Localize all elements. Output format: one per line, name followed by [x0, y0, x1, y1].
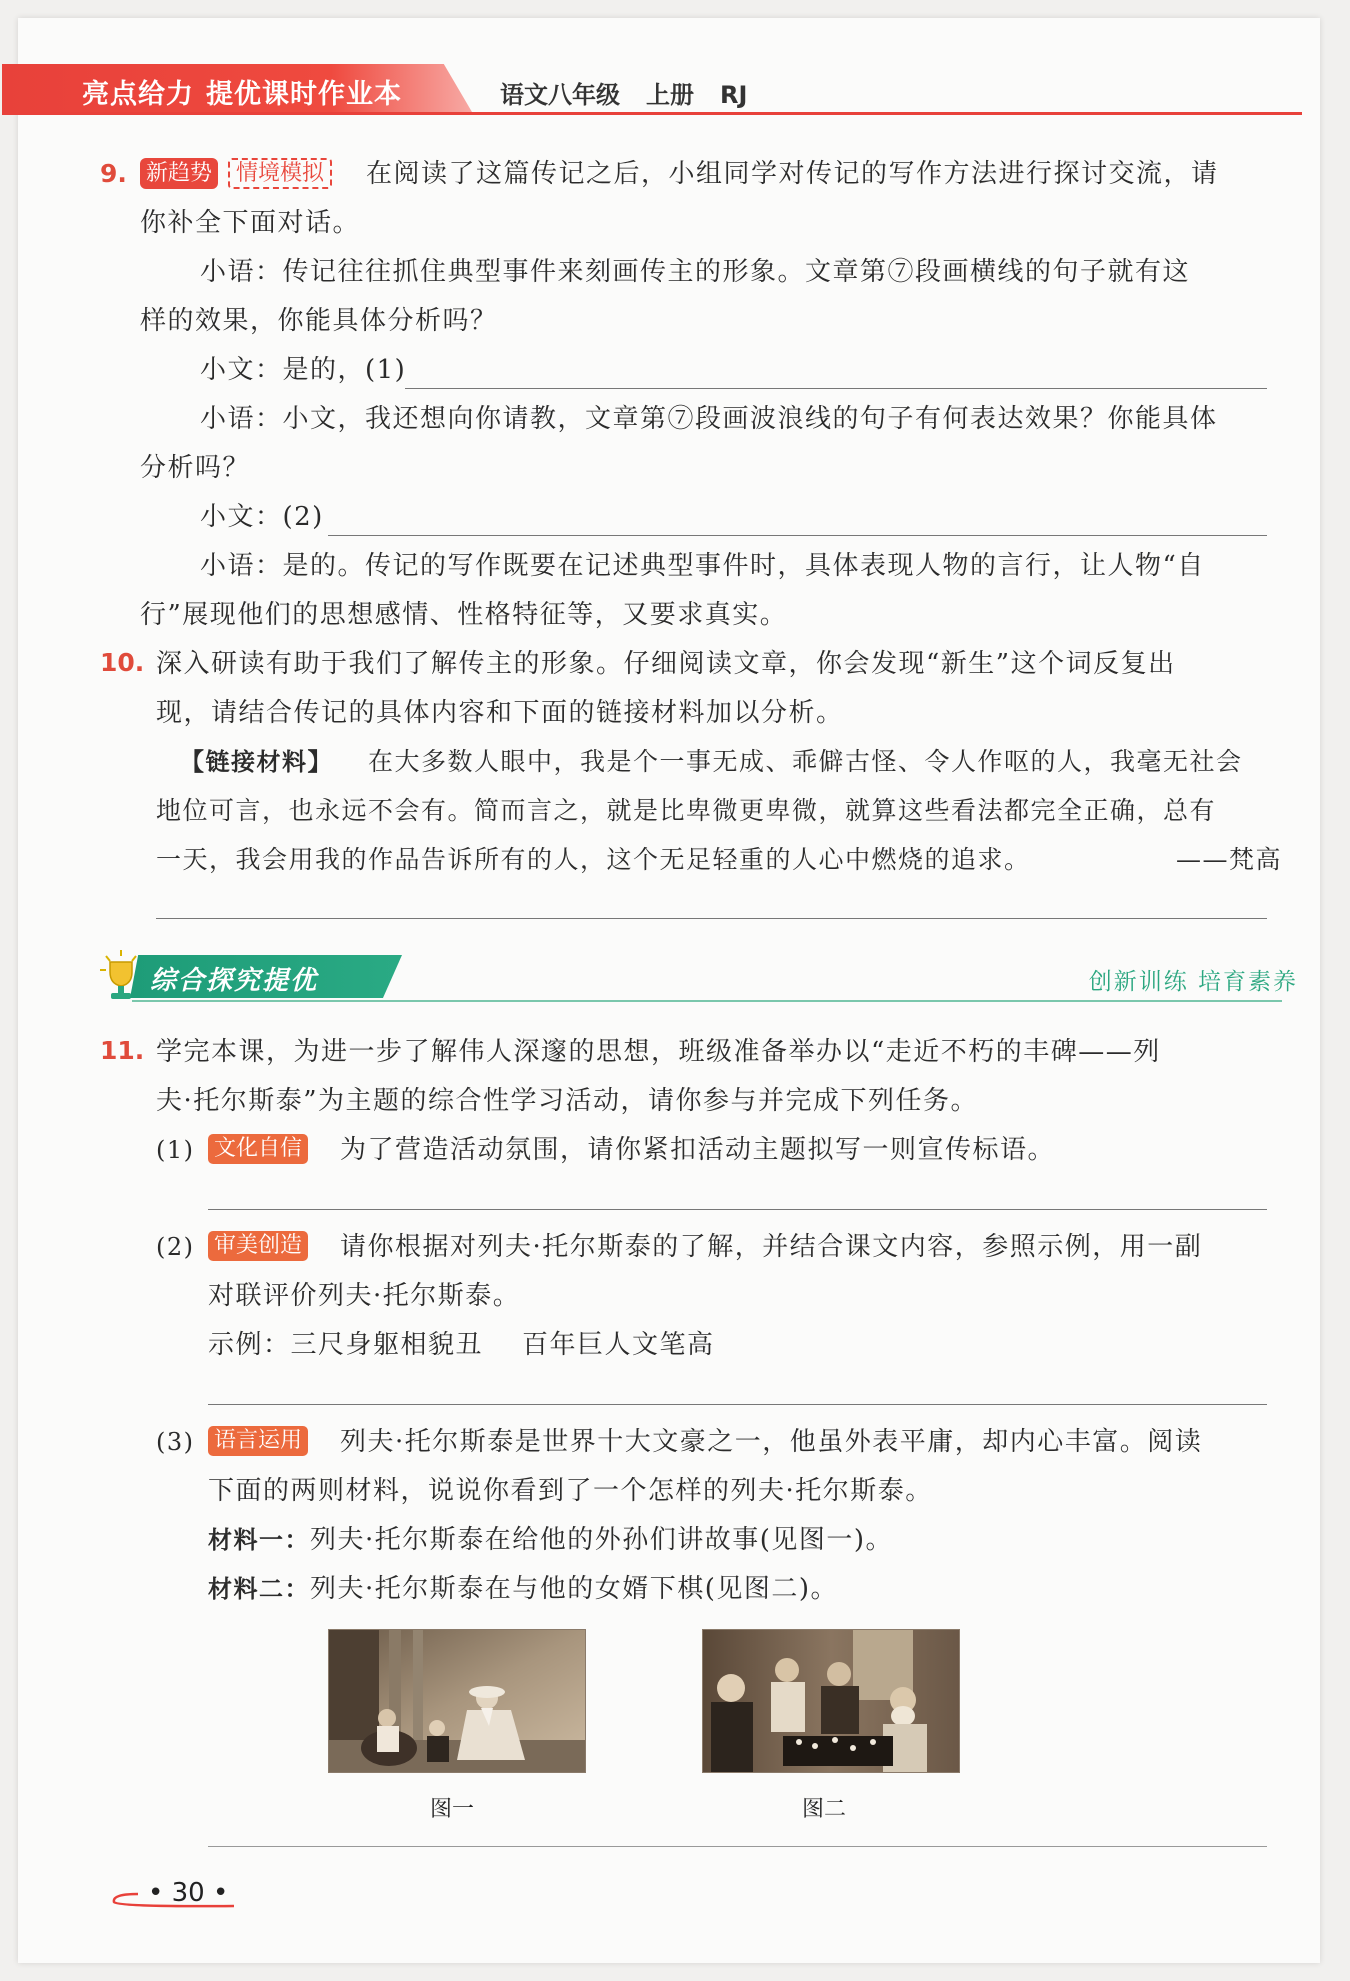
- header-rule: [2, 112, 1302, 115]
- q9-line-7: 分析吗？: [140, 453, 251, 483]
- q9-line-5: 小文：是的，(1): [200, 355, 407, 385]
- answer-line-1[interactable]: [405, 388, 1267, 389]
- photo-tolstoy-chess: [702, 1629, 960, 1773]
- q9-line-10: 行”展现他们的思想感情、性格特征等，又要求真实。: [140, 600, 788, 630]
- couplet-example: 示例：三尺身躯相貌丑 百年巨人文笔高: [208, 1330, 715, 1360]
- tag-cultural-confidence: 文化自信: [208, 1134, 308, 1164]
- page-number: • 30 •: [148, 1878, 229, 1908]
- part-2-text: 请你根据对列夫·托尔斯泰的了解，并结合课文内容，参照示例，用一副: [340, 1232, 1203, 1262]
- material-2-text: 列夫·托尔斯泰在与他的女婿下棋(见图二)。: [310, 1574, 839, 1604]
- question-9-number: 9.: [100, 159, 127, 188]
- section-slogan: 创新训练 培育素养: [1088, 969, 1298, 995]
- photo-1-caption: 图一: [430, 1797, 475, 1822]
- q9-line-9: 小语：是的。传记的写作既要在记述典型事件时，具体表现人物的言行，让人物“自: [200, 551, 1205, 581]
- answer-line-2[interactable]: [328, 535, 1267, 536]
- photo-2-caption: 图二: [802, 1797, 847, 1822]
- q9-line-2: 你补全下面对话。: [140, 208, 361, 238]
- section-title: 综合探究提优: [150, 966, 319, 996]
- question-11-number: 11.: [100, 1036, 145, 1065]
- q10-line-3: 在大多数人眼中，我是个一事无成、乖僻古怪、令人作呕的人，我毫无社会: [368, 747, 1243, 776]
- q10-line-2: 现，请结合传记的具体内容和下面的链接材料加以分析。: [156, 698, 844, 728]
- q9-line-4: 样的效果，你能具体分析吗？: [140, 306, 498, 336]
- section-rule: [132, 1000, 1282, 1002]
- material-2: [208, 1572, 838, 1606]
- material-2-label: 材料二：: [208, 1575, 310, 1603]
- link-material-label: 【链接材料】: [180, 748, 333, 776]
- q10-line-1: 深入研读有助于我们了解传主的形象。仔细阅读文章，你会发现“新生”这个词反复出: [156, 649, 1176, 679]
- footer-rule: [208, 1846, 1267, 1847]
- q10-line-4: 地位可言，也永远不会有。简而言之，就是比卑微更卑微，就算这些看法都完全正确，总有: [156, 796, 1217, 825]
- header-subject: 语文八年级 上册 RJ: [500, 81, 748, 109]
- q9-line-8: 小文：(2): [200, 502, 324, 532]
- tag-aesthetic-creation: 审美创造: [208, 1231, 308, 1261]
- tag-scenario: 情境模拟: [228, 158, 332, 189]
- answer-line-3[interactable]: [156, 918, 1267, 919]
- q10-line-5: 一天，我会用我的作品告诉所有的人，这个无足轻重的人心中燃烧的追求。: [156, 845, 1031, 874]
- q9-line-1: 在阅读了这篇传记之后，小组同学对传记的写作方法进行探讨交流，请: [366, 159, 1219, 189]
- q9-line-3: 小语：传记往往抓住典型事件来刻画传主的形象。文章第⑦段画横线的句子就有这: [200, 257, 1191, 287]
- question-10-number: 10.: [100, 648, 145, 677]
- tag-language-use: 语言运用: [208, 1426, 308, 1456]
- part-3-number: (3): [156, 1428, 195, 1456]
- material-1-label: 材料一：: [208, 1526, 310, 1554]
- part-1-text: 为了营造活动氛围，请你紧扣活动主题拟写一则宣传标语。: [340, 1135, 1056, 1165]
- part-1-number: (1): [156, 1136, 195, 1164]
- q11-line-2: 夫·托尔斯泰”为主题的综合性学习活动，请你参与并完成下列任务。: [156, 1086, 979, 1116]
- material-1: [208, 1523, 893, 1557]
- part-3-text: 列夫·托尔斯泰是世界十大文豪之一，他虽外表平庸，却内心丰富。阅读: [340, 1427, 1203, 1457]
- part-3-line-2: 下面的两则材料，说说你看到了一个怎样的列夫·托尔斯泰。: [208, 1476, 933, 1506]
- q9-line-6: 小语：小文，我还想向你请教，文章第⑦段画波浪线的句子有何表达效果？你能具体: [200, 404, 1218, 434]
- header-brand: 亮点给力 提优课时作业本: [82, 79, 402, 110]
- quote-author: ——梵高: [1176, 845, 1283, 874]
- answer-line-couplet[interactable]: [208, 1404, 1267, 1405]
- q11-line-1: 学完本课，为进一步了解伟人深邃的思想，班级准备举办以“走近不朽的丰碑——列: [156, 1037, 1161, 1067]
- part-2-number: (2): [156, 1233, 195, 1261]
- photo-tolstoy-grandchildren: [328, 1629, 586, 1773]
- material-1-text: 列夫·托尔斯泰在给他的外孙们讲故事(见图一)。: [310, 1525, 894, 1555]
- tag-new-trend: 新趋势: [140, 158, 218, 189]
- answer-line-slogan[interactable]: [208, 1209, 1267, 1210]
- part-2-line-2: 对联评价列夫·托尔斯泰。: [208, 1281, 521, 1311]
